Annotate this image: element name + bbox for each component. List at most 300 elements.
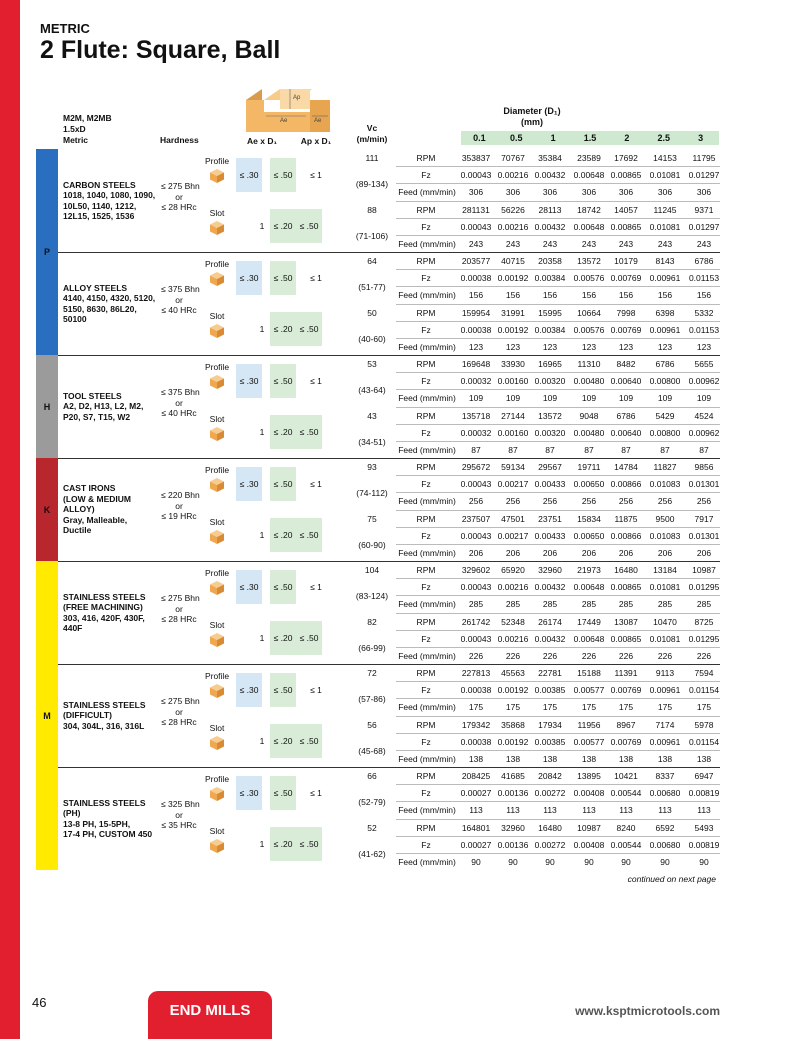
vc-value: 93 [367,462,377,472]
table-cell: 6786 [694,256,714,266]
table-cell: 11310 [577,359,601,369]
table-cell: 0.00865 [610,633,642,644]
table-cell: 306 [657,187,673,198]
table-cell: 7998 [616,307,636,318]
table-cell: 159954 [461,307,491,318]
profile-cube-icon [209,683,225,699]
table-cell: 8337 [655,771,675,781]
table-cell: 0.01081 [649,633,681,644]
table-cell: 47501 [501,513,525,524]
profile-ap-value: ≤ .50 [270,776,296,810]
diameter-header-title: Diameter (D₁) [503,106,561,116]
table-cell: 285 [505,599,521,610]
table-cell: 0.00769 [610,273,642,284]
material-separator [58,664,720,665]
table-cell: 243 [581,238,597,249]
profile-ae-value: ≤ .30 [236,158,262,192]
table-cell: 0.01301 [688,479,720,490]
profile-cube-icon [209,374,225,390]
slot-cube-icon [209,632,225,648]
profile-ap2-value: ≤ 1 [310,170,322,180]
row-label-feed: Feed (mm/min) [398,341,456,352]
table-cell: 329602 [461,565,491,575]
table-cell: 123 [468,341,484,352]
row-label-feed: Feed (mm/min) [398,393,456,404]
table-cell: 0.00800 [649,427,681,438]
table-cell: 113 [543,805,557,816]
table-cell: 90 [508,856,518,867]
table-cell: 0.00432 [534,633,566,644]
table-cell: 138 [581,753,597,764]
material-name-line: 10L50, 1140, 1212, [63,200,137,211]
table-cell: 0.00136 [497,839,529,850]
material-separator [58,458,720,459]
hardness-line: ≤ 28 HRc [161,717,197,727]
vc-value: 75 [367,513,377,524]
table-cell: 0.00217 [497,530,529,541]
red-edge-bar [0,0,20,1039]
table-cell: 0.00648 [573,633,605,644]
row-label-fz: Fz [421,221,431,232]
hardness-line: ≤ 35 HRc [161,820,197,830]
row-rule [396,647,720,648]
profile-ap-value: ≤ .50 [270,261,296,295]
profile-ap-value: ≤ .50 [270,158,296,192]
profile-label: Profile [204,362,230,372]
table-cell: 87 [508,444,518,455]
table-cell: 237507 [461,513,491,524]
material-name-line: (LOW & MEDIUM [63,493,131,504]
slot-cube-icon [209,426,225,442]
table-cell: 8967 [616,719,636,730]
vc-range: (45-68) [358,745,386,756]
slot-label: Slot [209,414,225,424]
material-header-line3: Metric [63,135,89,145]
table-cell: 0.00962 [688,427,720,438]
table-cell: 0.01081 [649,221,681,232]
hardness-line: or [175,603,183,614]
row-label-rpm: RPM [416,153,436,163]
material-name-line: A2, D2, H13, L2, M2, [63,401,144,412]
table-cell: 0.00577 [573,685,605,696]
table-cell: 0.00217 [497,479,529,490]
table-cell: 0.00650 [573,530,605,541]
profile-ap2-value: ≤ 1 [310,685,322,695]
table-cell: 13087 [614,616,638,627]
table-cell: 0.01153 [688,324,720,335]
table-cell: 243 [542,238,558,249]
table-cell: 123 [618,341,634,352]
table-cell: 0.00385 [534,685,566,696]
table-cell: 306 [618,187,634,198]
table-cell: 27144 [501,410,525,421]
row-rule [396,750,720,751]
table-cell: 16965 [538,359,562,369]
profile-ae-value: ≤ .30 [236,364,262,398]
table-cell: 7594 [694,668,714,678]
row-rule [396,441,720,442]
table-cell: 109 [657,393,673,404]
table-cell: 206 [468,547,484,558]
table-cell: 87 [699,444,709,455]
vc-unit-header: (m/min) [356,134,388,144]
row-rule [396,595,720,596]
table-cell: 353837 [461,153,491,163]
table-cell: 0.01297 [688,170,720,181]
material-name-line: 17-4 PH, CUSTOM 450 [63,829,153,839]
table-cell: 0.00650 [573,479,605,490]
row-label-feed: Feed (mm/min) [398,496,456,507]
table-cell: 0.00032 [460,427,492,438]
diameter-7: 3 [698,133,704,143]
profile-label: Profile [204,671,230,681]
table-cell: 0.00192 [497,273,529,284]
row-rule [396,836,720,837]
row-label-feed: Feed (mm/min) [398,753,456,764]
row-label-rpm: RPM [416,719,436,730]
table-cell: 0.00216 [497,170,529,181]
row-rule [396,733,720,734]
table-cell: 90 [545,856,555,867]
page-title: 2 Flute: Square, Ball [40,36,281,64]
slot-label: Slot [209,311,225,321]
table-cell: 0.00043 [460,530,492,541]
table-cell: 26174 [538,616,562,627]
ap-header: Ap x D₁ [300,136,332,146]
hardness-line: ≤ 275 Bhn [161,181,200,191]
table-cell: 0.00433 [534,530,566,541]
table-cell: 0.01295 [688,582,720,593]
profile-ap2-value: ≤ 1 [310,273,322,283]
table-cell: 0.00043 [460,221,492,232]
table-cell: 8482 [616,359,636,369]
material-separator [58,252,720,253]
row-rule [396,389,720,390]
table-cell: 226 [542,650,558,661]
material-separator [58,355,720,356]
table-cell: 109 [505,393,521,404]
vc-range: (51-77) [358,282,386,293]
hardness-line: ≤ 275 Bhn [161,593,200,603]
slot-label: Slot [209,723,225,733]
table-cell: 0.00819 [688,788,720,799]
table-cell: 256 [696,496,712,507]
table-cell: 206 [696,547,712,558]
row-label-feed: Feed (mm/min) [398,599,456,610]
table-cell: 14153 [653,153,677,163]
vc-value: 52 [367,822,377,833]
vc-range: (83-124) [355,591,389,602]
table-cell: 11245 [653,204,677,215]
table-cell: 65920 [501,565,525,575]
profile-cube-icon [209,580,225,596]
row-label-rpm: RPM [416,616,436,627]
table-cell: 90 [660,856,670,867]
slot-label: Slot [209,517,225,527]
table-cell: 14784 [614,462,638,472]
table-cell: 295672 [461,462,491,472]
table-cell: 0.00408 [573,839,605,850]
slot-ap2-value: ≤ .50 [299,839,319,849]
table-cell: 40715 [501,256,525,266]
profile-label: Profile [204,774,230,784]
table-cell: 164801 [461,822,491,833]
table-cell: 0.01083 [649,479,681,490]
material-name-line: 304, 304L, 316, 316L [63,720,145,731]
profile-ap-value: ≤ .50 [270,570,296,604]
table-cell: 113 [582,805,596,816]
table-cell: 10179 [614,256,638,266]
profile-cube-icon [209,477,225,493]
table-cell: 87 [660,444,670,455]
table-cell: 113 [506,805,520,816]
row-rule [396,544,720,545]
row-label-feed: Feed (mm/min) [398,290,456,301]
profile-ap-value: ≤ .50 [270,364,296,398]
table-cell: 138 [657,753,673,764]
table-cell: 13184 [653,565,677,575]
table-cell: 87 [471,444,481,455]
table-cell: 11795 [692,153,716,163]
table-cell: 206 [505,547,521,558]
slot-ap-value: ≤ .20 [273,736,293,746]
vc-header: Vc [366,123,378,133]
table-cell: 8725 [694,616,714,627]
table-cell: 9500 [655,513,675,524]
table-cell: 0.00136 [497,788,529,799]
table-cell: 15995 [538,307,562,318]
table-cell: 70767 [501,153,525,163]
slot-cube-icon [209,323,225,339]
ae-header: Ae x D₁ [247,136,277,146]
material-group-letter: P [43,247,50,257]
table-cell: 8143 [655,256,675,266]
table-cell: 203577 [461,256,491,266]
material-header-line1: M2M, M2MB [63,113,112,123]
row-label-rpm: RPM [416,307,436,318]
diameter-6: 2.5 [657,133,670,143]
table-cell: 8240 [616,822,636,833]
ae-ap-diagram [246,86,332,132]
table-cell: 19711 [577,462,601,472]
material-group-letter: K [43,504,51,515]
vc-range: (89-134) [355,179,389,190]
profile-ae-value: ≤ .30 [236,261,262,295]
table-cell: 0.00027 [460,839,492,850]
row-label-rpm: RPM [416,513,436,524]
table-cell: 11956 [577,719,601,730]
row-label-feed: Feed (mm/min) [398,805,456,816]
table-cell: 9113 [655,668,675,678]
table-cell: 0.00961 [649,736,681,747]
table-cell: 156 [468,290,484,301]
table-cell: 0.00408 [573,788,605,799]
diameter-2: 0.5 [510,133,523,143]
table-cell: 243 [505,238,521,249]
table-cell: 0.00544 [610,839,642,850]
row-label-fz: Fz [421,633,431,644]
row-rule [396,613,720,614]
table-cell: 0.00216 [497,633,529,644]
table-cell: 10470 [653,616,677,627]
table-cell: 5655 [694,359,714,369]
table-cell: 5429 [655,410,675,421]
material-name-line: STAINLESS STEELS [63,699,146,710]
profile-label: Profile [204,568,230,578]
table-cell: 138 [468,753,484,764]
table-cell: 0.00800 [649,376,681,387]
diameter-header-unit: (mm) [520,117,543,127]
hardness-line: or [175,294,183,305]
slot-cube-icon [209,735,225,751]
material-name-line: 4140, 4150, 4320, 5120, [63,293,156,303]
table-cell: 285 [618,599,634,610]
table-cell: 17692 [614,153,638,163]
profile-ap2-value: ≤ 1 [310,582,322,592]
vc-value: 88 [367,204,377,215]
diameter-header [503,106,560,128]
row-rule [396,698,720,699]
table-cell: 175 [468,702,484,713]
slot-ae-value: 1 [259,839,265,849]
row-rule [396,853,720,854]
table-cell: 32960 [538,565,562,575]
row-rule [396,424,720,425]
table-cell: 285 [657,599,673,610]
profile-ap2-value: ≤ 1 [310,376,322,386]
slot-ap-value: ≤ .20 [273,633,293,643]
slot-cube-icon [209,838,225,854]
row-label-feed: Feed (mm/min) [398,187,456,198]
slot-ae-value: 1 [259,530,265,540]
table-cell: 261742 [461,616,491,627]
table-cell: 4524 [694,410,714,421]
table-cell: 0.00866 [610,479,642,490]
row-rule [396,475,720,476]
table-cell: 0.00216 [497,582,529,593]
table-cell: 113 [697,805,711,816]
table-cell: 0.00038 [460,273,492,284]
table-cell: 0.00192 [497,685,529,696]
diameter-4: 1.5 [583,133,597,143]
table-cell: 0.00865 [610,221,642,232]
material-name-line: P20, S7, T15, W2 [63,411,131,422]
table-cell: 6786 [616,410,636,421]
vc-value: 104 [364,565,380,575]
table-cell: 16480 [614,565,638,575]
vc-value: 82 [367,616,377,627]
table-cell: 226 [657,650,673,661]
table-cell: 0.00038 [460,685,492,696]
table-cell: 13895 [577,771,601,781]
table-cell: 23751 [538,513,562,524]
table-cell: 243 [618,238,634,249]
slot-ae-value: 1 [259,633,265,643]
table-cell: 87 [584,444,594,455]
table-cell: 256 [581,496,597,507]
table-cell: 169648 [461,359,491,369]
table-cell: 28113 [538,204,562,215]
table-cell: 0.01081 [649,170,681,181]
table-cell: 0.00648 [573,221,605,232]
table-cell: 45563 [501,668,525,678]
slot-ap-value: ≤ .20 [273,530,293,540]
material-name-line: (PH) [63,808,81,818]
table-cell: 109 [542,393,558,404]
table-cell: 0.00432 [534,221,566,232]
diameter-1: 0.1 [473,133,486,143]
row-label-fz: Fz [421,582,431,593]
table-cell: 7174 [655,719,675,730]
row-rule [396,527,720,528]
table-cell: 6786 [655,359,675,369]
row-label-fz: Fz [421,736,431,747]
table-cell: 0.00384 [534,324,566,335]
table-cell: 0.01154 [688,685,720,696]
table-cell: 135718 [461,410,491,421]
diagram-ae-label-right: Ae [314,118,322,124]
table-cell: 123 [505,341,521,352]
table-cell: 226 [505,650,521,661]
table-cell: 22781 [538,668,562,678]
table-cell: 32960 [501,822,525,833]
hardness-line: ≤ 19 HRc [161,511,197,521]
table-cell: 156 [657,290,673,301]
table-cell: 5332 [694,307,714,318]
profile-ap-value: ≤ .50 [270,673,296,707]
table-cell: 306 [468,187,484,198]
table-cell: 14057 [614,204,638,215]
vc-value: 111 [365,153,379,163]
table-cell: 306 [696,187,712,198]
table-cell: 41685 [501,771,525,781]
table-cell: 23589 [577,153,601,163]
slot-ae-value: 1 [259,736,265,746]
table-cell: 138 [505,753,521,764]
table-cell: 0.00962 [688,376,720,387]
table-cell: 87 [545,444,555,455]
material-name-line: Gray, Malleable, [63,514,128,525]
hardness-line: or [175,809,183,820]
table-cell: 0.00043 [460,479,492,490]
table-cell: 0.00216 [497,221,529,232]
slot-ap2-value: ≤ .50 [299,324,319,334]
table-cell: 31991 [501,307,525,318]
table-cell: 16480 [538,822,562,833]
table-cell: 306 [505,187,521,198]
table-cell: 0.00480 [573,427,605,438]
hardness-header: Hardness [160,135,199,145]
table-cell: 0.00384 [534,273,566,284]
table-cell: 29567 [538,462,562,472]
table-cell: 11391 [614,668,638,678]
material-name-line: 12L15, 1525, 1536 [63,211,135,221]
diameter-row [461,131,719,145]
profile-ae-value: ≤ .30 [236,467,262,501]
row-label-rpm: RPM [416,359,436,369]
vc-value: 56 [367,719,377,730]
row-label-feed: Feed (mm/min) [398,444,456,455]
material-name-line: STAINLESS STEELS [63,797,146,808]
table-cell: 256 [542,496,558,507]
table-cell: 256 [505,496,521,507]
material-name-line: TOOL STEELS [63,390,122,401]
table-cell: 0.00648 [573,582,605,593]
table-cell: 123 [542,341,558,352]
table-cell: 0.00680 [649,839,681,850]
row-label-rpm: RPM [416,410,436,421]
material-name-line: 50100 [63,314,87,324]
